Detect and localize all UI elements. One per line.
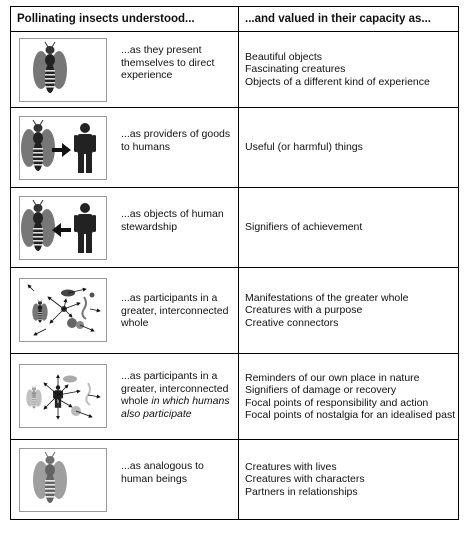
row-5-understood xyxy=(11,354,239,440)
row-4-values xyxy=(239,268,459,354)
row-5-values xyxy=(239,354,459,440)
row-6-caption: ...as analogous to human beings xyxy=(121,460,204,485)
row-2-understood xyxy=(11,108,239,188)
row-3-understood xyxy=(11,188,239,268)
row-4-understood xyxy=(11,268,239,354)
row-6-values xyxy=(239,440,459,520)
value-item: Partners in relationships xyxy=(245,485,358,498)
row-1-caption: ...as they present themselves to direct experience xyxy=(121,44,215,81)
value-item: Reminders of our own place in nature xyxy=(245,371,420,384)
bee-to-human-icon xyxy=(19,116,107,180)
value-item: Creatures with characters xyxy=(245,473,365,486)
network-icon xyxy=(19,278,107,342)
value-item: Signifiers of achievement xyxy=(245,221,363,234)
row-5-caption-text: ...as participants in a greater, interconnected whole xyxy=(121,370,229,407)
row-5-caption-italic: in which humans also participate xyxy=(121,395,230,420)
row-2-caption: ...as providers of goods to humans xyxy=(121,128,231,153)
network-with-human-icon xyxy=(19,364,107,428)
value-item: Creatures with a purpose xyxy=(245,304,363,317)
bee-icon xyxy=(19,448,107,512)
row-1-values xyxy=(239,32,459,108)
row-6-understood xyxy=(11,440,239,520)
human-to-bee-icon xyxy=(19,196,107,260)
header-understood: Pollinating insects understood... xyxy=(11,7,239,32)
row-1-understood xyxy=(11,32,239,108)
row-4-caption: ...as participants in a greater, interconnected whole xyxy=(121,292,229,329)
value-item: Objects of a different kind of experience xyxy=(245,75,430,88)
value-item: Signifiers of damage or recovery xyxy=(245,384,397,396)
header-valued: ...and valued in their capacity as... xyxy=(239,7,459,32)
value-item: Beautiful objects xyxy=(245,50,323,63)
value-item: Fascinating creatures xyxy=(245,63,346,76)
bee-icon xyxy=(19,38,107,102)
value-item: Creative connectors xyxy=(245,316,339,329)
value-item: Manifestations of the greater whole xyxy=(245,291,409,304)
value-item: Creatures with lives xyxy=(245,460,337,473)
row-3-caption: ...as objects of human stewardship xyxy=(121,208,224,233)
comparison-table xyxy=(10,6,458,520)
row-3-values xyxy=(239,188,459,268)
value-item: Focal points of nostalgia for an idealised past xyxy=(245,409,456,421)
row-5-caption xyxy=(121,370,234,420)
value-item: Focal points of responsibility and action xyxy=(245,396,429,409)
value-item: Useful (or harmful) things xyxy=(245,141,363,154)
row-2-values xyxy=(239,108,459,188)
